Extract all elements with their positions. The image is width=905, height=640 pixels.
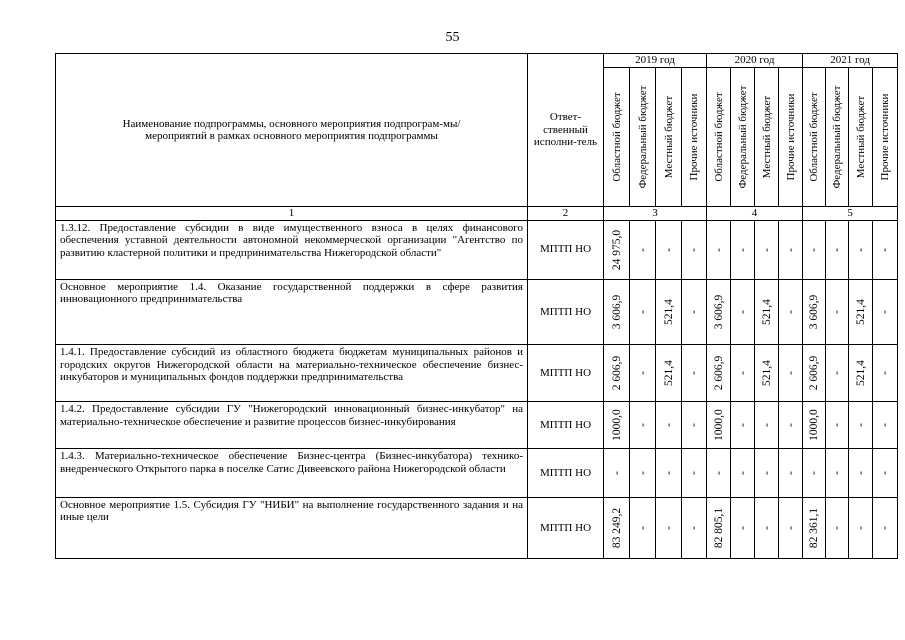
row-value-cell	[755, 220, 779, 279]
row-name: 1.4.2. Предоставление субсидии ГУ "Нижегородский инновационный бизнес-инкубатор" на материально-техническое обеспечение и развитие процессов бизнес-инкубирования	[56, 402, 528, 449]
header-name: Наименование подпрограммы, основного мероприятия подпрограм-мы/мероприятий в рамках основного мероприятия подпрограммы	[56, 54, 528, 207]
column-index-3: 3	[604, 207, 707, 221]
row-value: 3 606,9	[807, 294, 820, 330]
row-value: -	[736, 247, 749, 252]
row-executor: МПТП НО	[528, 497, 604, 558]
row-value-cell	[604, 449, 630, 497]
row-value: 521,4	[760, 298, 773, 325]
row-value: 2 606,9	[610, 355, 623, 391]
row-value-cell	[604, 279, 630, 345]
row-value: -	[636, 371, 649, 376]
row-value: 3 606,9	[712, 294, 725, 330]
row-value-cell	[779, 497, 803, 558]
row-executor: МПТП НО	[528, 220, 604, 279]
row-value: -	[687, 423, 700, 428]
column-index-2: 2	[528, 207, 604, 221]
header-source-1-1	[604, 68, 630, 207]
row-value: -	[760, 471, 773, 475]
row-value-cell	[731, 402, 755, 449]
row-value-cell	[779, 345, 803, 402]
row-value: 82 805,1	[712, 507, 725, 548]
source-label: Местный бюджет	[662, 95, 675, 179]
budget-table	[55, 53, 898, 559]
row-value: 521,4	[662, 298, 675, 325]
row-value-cell	[731, 449, 755, 497]
row-value: -	[878, 525, 891, 530]
row-name: 1.3.12. Предоставление субсидии в виде имущественного взноса в целях финансового обеспечения уставной деятельности автономной некоммерческой организации "Агентство по развитию кластерной политики и предпринимательства Нижегородской области"	[56, 220, 528, 279]
row-value-cell	[755, 345, 779, 402]
row-value-cell	[873, 497, 898, 558]
row-value-cell	[682, 497, 707, 558]
row-value: -	[662, 247, 675, 252]
header-source-1-4	[682, 68, 707, 207]
row-value: 1000,0	[807, 409, 820, 442]
header-year-2021: 2021 год	[803, 54, 898, 68]
header-executor: Ответ-ственный исполни-тель	[528, 54, 604, 207]
row-value-cell	[826, 449, 849, 497]
row-value: -	[854, 423, 867, 428]
row-value: 521,4	[854, 298, 867, 325]
row-value-cell	[779, 449, 803, 497]
row-value-cell	[707, 402, 731, 449]
row-value: 1000,0	[712, 409, 725, 442]
row-value: -	[854, 525, 867, 530]
row-value-cell	[803, 402, 826, 449]
row-value: -	[736, 525, 749, 530]
source-label: Прочие источники	[878, 93, 891, 181]
row-value-cell	[682, 220, 707, 279]
row-value: -	[878, 423, 891, 428]
row-value: 82 361,1	[807, 507, 820, 548]
row-value-cell	[630, 402, 656, 449]
row-value-cell	[656, 402, 682, 449]
row-value-cell	[630, 497, 656, 558]
row-value: -	[736, 471, 749, 475]
row-value: -	[636, 247, 649, 252]
row-value-cell	[656, 449, 682, 497]
row-value-cell	[826, 402, 849, 449]
row-value: -	[854, 471, 867, 475]
row-value: -	[784, 423, 797, 428]
table-row	[56, 449, 898, 497]
row-value-cell	[707, 345, 731, 402]
row-value-cell	[826, 279, 849, 345]
row-value: 1000,0	[610, 409, 623, 442]
row-value-cell	[630, 279, 656, 345]
row-value-cell	[682, 345, 707, 402]
row-value: -	[760, 423, 773, 428]
row-value-cell	[779, 279, 803, 345]
row-value-cell	[873, 402, 898, 449]
row-value: -	[807, 247, 820, 252]
row-value: -	[636, 471, 649, 475]
header-source-2-4	[779, 68, 803, 207]
row-value-cell	[849, 220, 873, 279]
source-label: Федеральный бюджет	[830, 85, 843, 189]
row-value-cell	[707, 449, 731, 497]
row-value-cell	[604, 220, 630, 279]
row-value-cell	[630, 449, 656, 497]
table-row	[56, 402, 898, 449]
row-value: -	[830, 423, 843, 428]
row-value: -	[687, 247, 700, 252]
row-value-cell	[779, 220, 803, 279]
row-value: -	[854, 247, 867, 252]
row-value-cell	[779, 402, 803, 449]
row-value: 521,4	[760, 360, 773, 387]
header-source-3-2	[826, 68, 849, 207]
row-value: -	[878, 471, 891, 475]
column-index-1: 1	[56, 207, 528, 221]
row-value-cell	[682, 402, 707, 449]
header-source-1-3	[656, 68, 682, 207]
row-value-cell	[873, 345, 898, 402]
row-value: 521,4	[854, 360, 867, 387]
row-name: 1.4.1. Предоставление субсидий из областного бюджета бюджетам муниципальных районов и городских округов Нижегородской области на материально-техническое обеспечение бизнес-инкубаторов и муниципальных фондов поддержки предпринимательства	[56, 345, 528, 402]
row-value-cell	[630, 220, 656, 279]
row-value-cell	[849, 497, 873, 558]
row-value: -	[784, 471, 797, 475]
row-value-cell	[731, 279, 755, 345]
row-value: -	[878, 371, 891, 376]
row-value: -	[784, 371, 797, 376]
row-value-cell	[755, 449, 779, 497]
row-value: -	[712, 247, 725, 252]
row-value: -	[687, 525, 700, 530]
row-value: -	[830, 309, 843, 314]
row-value: -	[807, 471, 820, 475]
row-value: -	[784, 525, 797, 530]
row-value: -	[736, 423, 749, 428]
source-label: Местный бюджет	[854, 95, 867, 179]
header-index-row	[56, 207, 898, 221]
row-value: -	[830, 247, 843, 252]
row-value: 2 606,9	[712, 355, 725, 391]
row-value-cell	[873, 279, 898, 345]
source-label: Местный бюджет	[760, 95, 773, 179]
row-value: -	[610, 471, 623, 475]
header-year-2019: 2019 год	[604, 54, 707, 68]
row-value: -	[662, 423, 675, 428]
row-value-cell	[803, 345, 826, 402]
row-value-cell	[604, 402, 630, 449]
row-value-cell	[826, 497, 849, 558]
row-value-cell	[755, 279, 779, 345]
source-label: Федеральный бюджет	[636, 85, 649, 189]
page-number: 55	[445, 30, 460, 45]
row-value: -	[636, 423, 649, 428]
row-value: -	[878, 309, 891, 314]
source-label: Федеральный бюджет	[736, 85, 749, 189]
row-value: -	[662, 471, 675, 475]
row-value-cell	[849, 402, 873, 449]
row-value: -	[636, 309, 649, 314]
row-value: -	[830, 371, 843, 376]
row-value: -	[636, 525, 649, 530]
row-value-cell	[731, 220, 755, 279]
table-row	[56, 279, 898, 345]
header-source-2-3	[755, 68, 779, 207]
header-source-3-3	[849, 68, 873, 207]
table-body	[56, 220, 898, 559]
row-name: Основное мероприятие 1.5. Субсидия ГУ "НИБИ" на выполнение государственного задания и на иные цели	[56, 497, 528, 558]
row-value: -	[712, 471, 725, 475]
column-index-4: 4	[707, 207, 803, 221]
row-value-cell	[849, 279, 873, 345]
row-value: -	[687, 371, 700, 376]
header-source-3-1	[803, 68, 826, 207]
row-name: Основное мероприятие 1.4. Оказание государственной поддержки в сфере развития инновационного предпринимательства	[56, 279, 528, 345]
row-value-cell	[656, 497, 682, 558]
row-value-cell	[755, 402, 779, 449]
row-value-cell	[630, 345, 656, 402]
row-value-cell	[707, 279, 731, 345]
row-value-cell	[803, 279, 826, 345]
header-source-3-4	[873, 68, 898, 207]
row-value: -	[760, 525, 773, 530]
row-executor: МПТП НО	[528, 449, 604, 497]
table-row	[56, 220, 898, 279]
table-row	[56, 497, 898, 558]
row-value-cell	[826, 345, 849, 402]
row-value: -	[687, 309, 700, 314]
source-label: Областной бюджет	[807, 92, 820, 182]
row-value: -	[878, 247, 891, 252]
row-executor: МПТП НО	[528, 345, 604, 402]
row-value-cell	[873, 220, 898, 279]
source-label: Прочие источники	[784, 93, 797, 181]
row-value: -	[784, 247, 797, 252]
row-name: 1.4.3. Материально-техническое обеспечение Бизнес-центра (Бизнес-инкубатора) технико-внедренческого Открытого парка в поселке Сатис Дивеевского района Нижегородской области	[56, 449, 528, 497]
row-value-cell	[849, 345, 873, 402]
row-value-cell	[604, 497, 630, 558]
source-label: Областной бюджет	[610, 92, 623, 182]
row-value-cell	[873, 449, 898, 497]
row-value-cell	[682, 449, 707, 497]
row-value: -	[687, 471, 700, 475]
row-value-cell	[755, 497, 779, 558]
row-value: 83 249,2	[610, 507, 623, 548]
column-index-5: 5	[803, 207, 898, 221]
row-value: 521,4	[662, 360, 675, 387]
row-value-cell	[656, 279, 682, 345]
row-value-cell	[656, 345, 682, 402]
source-label: Областной бюджет	[712, 92, 725, 182]
row-value: -	[830, 471, 843, 475]
row-value: -	[736, 309, 749, 314]
header-source-2-1	[707, 68, 731, 207]
table-row	[56, 345, 898, 402]
row-value-cell	[707, 220, 731, 279]
row-value: 24 975,0	[610, 229, 623, 270]
source-label: Прочие источники	[687, 93, 700, 181]
row-value-cell	[826, 220, 849, 279]
row-value-cell	[803, 449, 826, 497]
row-value-cell	[803, 220, 826, 279]
row-value-cell	[707, 497, 731, 558]
row-value-cell	[849, 449, 873, 497]
row-value: 3 606,9	[610, 294, 623, 330]
row-value: -	[830, 525, 843, 530]
row-value-cell	[803, 497, 826, 558]
row-value: -	[736, 371, 749, 376]
row-value-cell	[656, 220, 682, 279]
row-value-cell	[682, 279, 707, 345]
row-value: 2 606,9	[807, 355, 820, 391]
row-executor: МПТП НО	[528, 402, 604, 449]
row-value: -	[784, 309, 797, 314]
header-year-2020: 2020 год	[707, 54, 803, 68]
row-value: -	[760, 247, 773, 252]
row-value-cell	[731, 345, 755, 402]
header-source-1-2	[630, 68, 656, 207]
header-source-2-2	[731, 68, 755, 207]
row-value-cell	[604, 345, 630, 402]
row-value: -	[662, 525, 675, 530]
row-value-cell	[731, 497, 755, 558]
row-executor: МПТП НО	[528, 279, 604, 345]
